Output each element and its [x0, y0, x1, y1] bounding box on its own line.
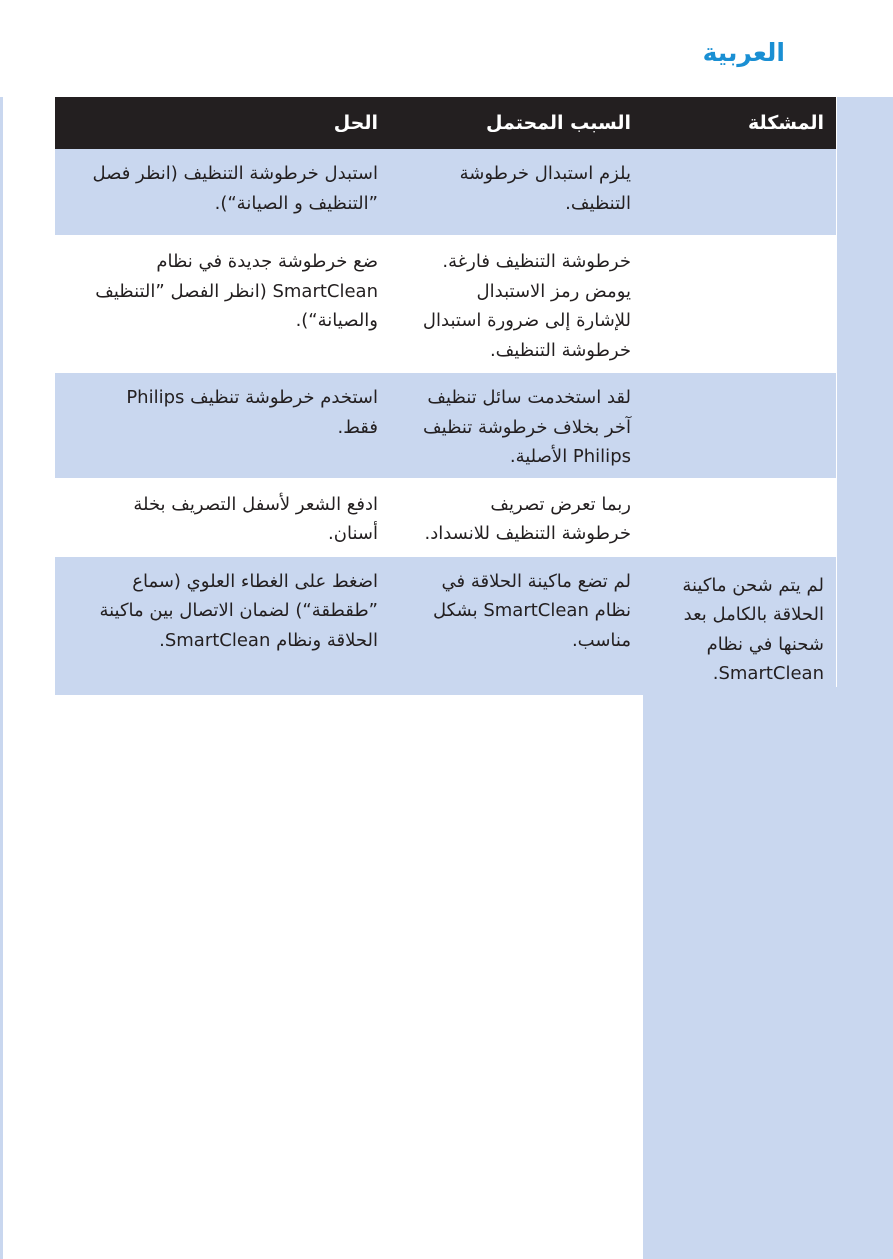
table-row	[55, 479, 836, 556]
cause-cell: خرطوشة التنظيف فارغة. يومض رمز الاستبدال للإشارة إلى ضرورة استبدال خرطوشة التنظيف.	[390, 236, 643, 372]
table-edge-gap	[836, 97, 837, 687]
solution-cell: ادفع الشعر لأسفل التصريف بخلة أسنان.	[55, 479, 390, 556]
problem-cell	[643, 372, 836, 479]
cause-cell: يلزم استبدال خرطوشة التنظيف.	[390, 149, 643, 236]
problem-cell	[643, 479, 836, 556]
cause-cell: ربما تعرض تصريف خرطوشة التنظيف للانسداد.	[390, 479, 643, 556]
problem-cell	[643, 149, 836, 236]
problem-cell	[643, 236, 836, 372]
solution-cell: استبدل خرطوشة التنظيف (انظر فصل ”التنظيف و الصيانة“).	[55, 149, 390, 236]
table-row	[55, 556, 836, 695]
solution-cell: اضغط على الغطاء العلوي (سماع ”طقطقة“) لضمان الاتصال بين ماكينة الحلاقة ونظام SmartClean.	[55, 556, 390, 695]
table-header-row	[55, 97, 836, 149]
language-title: العربية	[702, 38, 785, 67]
left-margin-rule	[0, 97, 3, 1259]
cause-cell: لقد استخدمت سائل تنظيف آخر بخلاف خرطوشة تنظيف Philips الأصلية.	[390, 372, 643, 479]
header-problem: المشكلة	[643, 97, 836, 149]
solution-cell: ضع خرطوشة جديدة في نظام SmartClean (انظر الفصل ”التنظيف والصيانة“).	[55, 236, 390, 372]
table-row	[55, 236, 836, 372]
cause-cell: لم تضع ماكينة الحلاقة في نظام SmartClean بشكل مناسب.	[390, 556, 643, 695]
table-row	[55, 149, 836, 236]
solution-cell: استخدم خرطوشة تنظيف Philips فقط.	[55, 372, 390, 479]
header-solution: الحل	[55, 97, 390, 149]
problem-cell: لم يتم شحن ماكينة الحلاقة بالكامل بعد شحنها في نظام SmartClean.	[643, 556, 836, 695]
table-row	[55, 372, 836, 479]
header-cause: السبب المحتمل	[390, 97, 643, 149]
troubleshooting-table	[55, 97, 836, 695]
